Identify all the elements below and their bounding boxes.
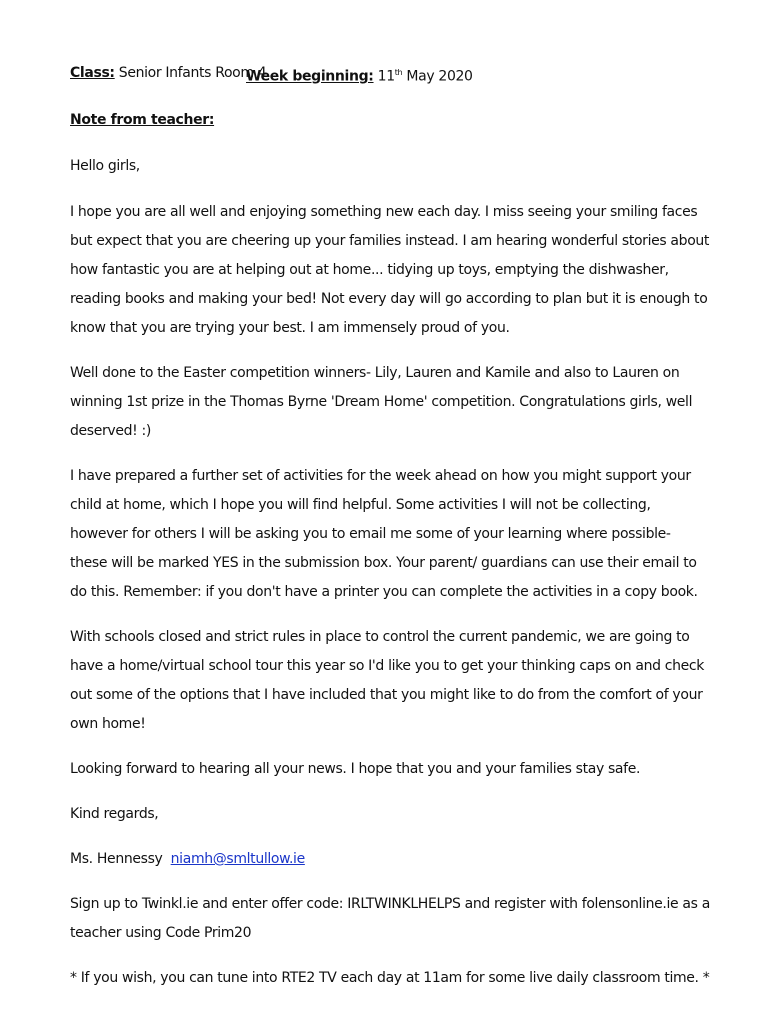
week-month-year: May 2020 xyxy=(406,68,473,85)
greeting: Hello girls, xyxy=(70,158,140,174)
letter-page xyxy=(70,58,710,993)
week-label: Week beginning: xyxy=(246,68,374,85)
note-title: Note from teacher: xyxy=(70,112,215,128)
paragraph-rte2: * If you wish, you can tune into RTE2 TV each day at 11am for some live daily classroom time. * xyxy=(70,970,710,986)
signature-name: Ms. Hennessy xyxy=(70,851,163,867)
paragraph-activities: I have prepared a further set of activities for the week ahead on how you might support your child at home, which I hope you will find helpful. Some activities I will not be collecting, however for others I will be asking you to email me some of your learning where possible- these will be marked YES in the submission box. Your parent/ guardians can use their email to do this. Remember: if you don't have a printer you can complete the activities in a copy book. xyxy=(70,468,698,600)
class-label: Class: xyxy=(70,65,115,81)
week-day: 11 xyxy=(377,68,395,85)
week-beginning xyxy=(246,58,473,92)
class-value: Senior Infants Room 4 xyxy=(118,65,267,81)
paragraph-wellbeing: I hope you are all well and enjoying something new each day. I miss seeing your smiling faces but expect that you are cheering up your families instead. I am hearing wonderful stories about how fantastic you are at helping out at home... tidying up toys, emptying the dishwasher, reading books and making your bed! Not every day will go according to plan but it is enough to know that you are trying your best. I am immensely proud of you. xyxy=(70,204,710,336)
class-header xyxy=(70,58,710,88)
signature-line xyxy=(70,845,710,874)
paragraph-school-tour: With schools closed and strict rules in place to control the current pandemic, we are going to have a home/virtual school tour this year so I'd like you to get your thinking caps on and check out some of the options that I have included that you might like to do from the comfort of your own home! xyxy=(70,629,705,732)
paragraph-competition: Well done to the Easter competition winners- Lily, Lauren and Kamile and also to Lauren on winning 1st prize in the Thomas Byrne 'Dream Home' competition. Congratulations girls, well deserved! :) xyxy=(70,365,693,439)
week-day-suffix: th xyxy=(394,68,403,77)
paragraph-closing: Looking forward to hearing all your news. I hope that you and your families stay safe. xyxy=(70,761,641,777)
kind-regards: Kind regards, xyxy=(70,806,159,822)
email-link[interactable]: niamh@smltullow.ie xyxy=(170,851,305,867)
paragraph-twinkl: Sign up to Twinkl.ie and enter offer code: IRLTWINKLHELPS and register with folensonline.ie as a teacher using Code Prim20 xyxy=(70,896,710,941)
